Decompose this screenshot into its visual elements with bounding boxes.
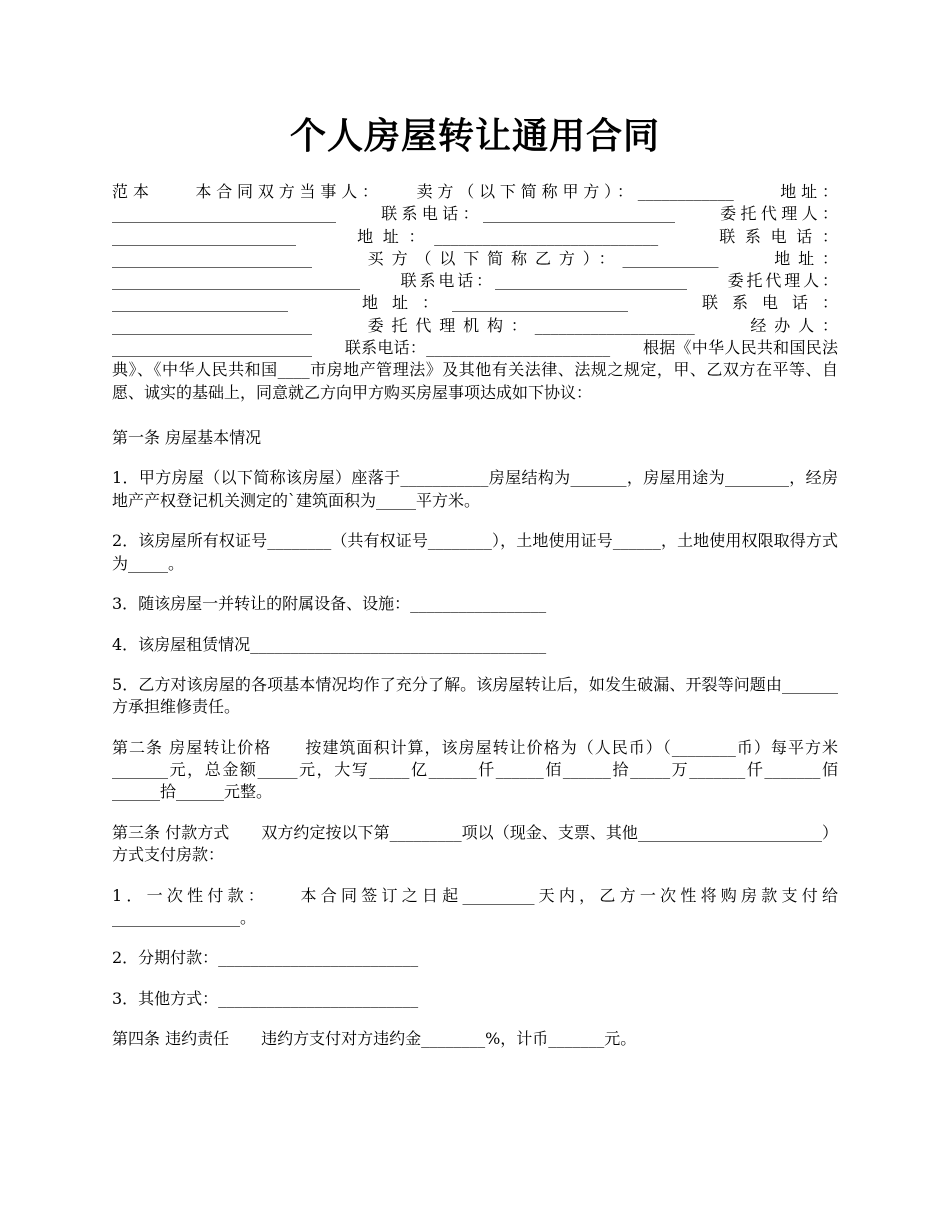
article-1-item-1: 1．甲方房屋（以下简称该房屋）座落于___________房屋结构为_______，房屋用途为________，经房地产产权登记机关测定的`建筑面积为_____平方米。	[112, 468, 838, 510]
article-3-item-1: 1．一次性付款： 本合同签订之日起_________天内，乙方一次性将购房款支付给________________。	[112, 885, 838, 927]
article-1-heading: 第一条 房屋基本情况	[112, 428, 262, 447]
article-1-item-4: 4．该房屋租赁情况_____________________________________	[112, 634, 547, 654]
contract-sections	[112, 427, 838, 1069]
article-1-item-5: 5．乙方对该房屋的各项基本情况均作了充分了解。该房屋转让后，如发生破漏、开裂等问题由_______方承担维修责任。	[112, 675, 838, 717]
article-1-item-2: 2．该房屋所有权证号________（共有权证号________），土地使用证号______，土地使用权限取得方式为_____。	[112, 531, 838, 573]
article-2-price: 第二条 房屋转让价格 按建筑面积计算，该房屋转让价格为（人民币）（________币）每平方米_______元，总金额_____元，大写_____亿______仟______佰______拾_____万_______仟_______佰______拾______元整。	[112, 737, 838, 802]
document-title: 个人房屋转让通用合同	[289, 115, 660, 157]
article-3-item-2: 2．分期付款：_________________________	[112, 948, 419, 968]
intro-paragraph: 范本 本合同双方当事人： 卖方（以下简称甲方）：____________ 地址：____________________________ 联系电话：________________________ 委托代理人：_______________________ 地址：____________________________ 联系电话：_________________________ 买方（以下简称乙方）：____________ 地址：_______________________________ 联系电话：________________________ 委托代理人：______________________ 地址：______________________ 联系电话：_________________________ 委托代理机构：____________________ 经办人：_________________________ 联系电话：_______________________ 根据《中华人民共和国民法典》、《中华人民共和国____市房地产管理法》及其他有关法律、法规之规定，甲、乙双方在平等、自愿、诚实的基础上，同意就乙方向甲方购买房屋事项达成如下协议：	[112, 182, 838, 402]
article-3-item-3: 3．其他方式：_________________________	[112, 988, 419, 1008]
article-1-item-3: 3．随该房屋一并转让的附属设备、设施：_________________	[112, 594, 547, 614]
article-3-payment: 第三条 付款方式 双方约定按以下第_________项以（现金、支票、其他_______________________）方式支付房款：	[112, 822, 838, 865]
article-4-liability: 第四条 违约责任 违约方支付对方违约金________%，计币_______元。	[112, 1029, 637, 1049]
